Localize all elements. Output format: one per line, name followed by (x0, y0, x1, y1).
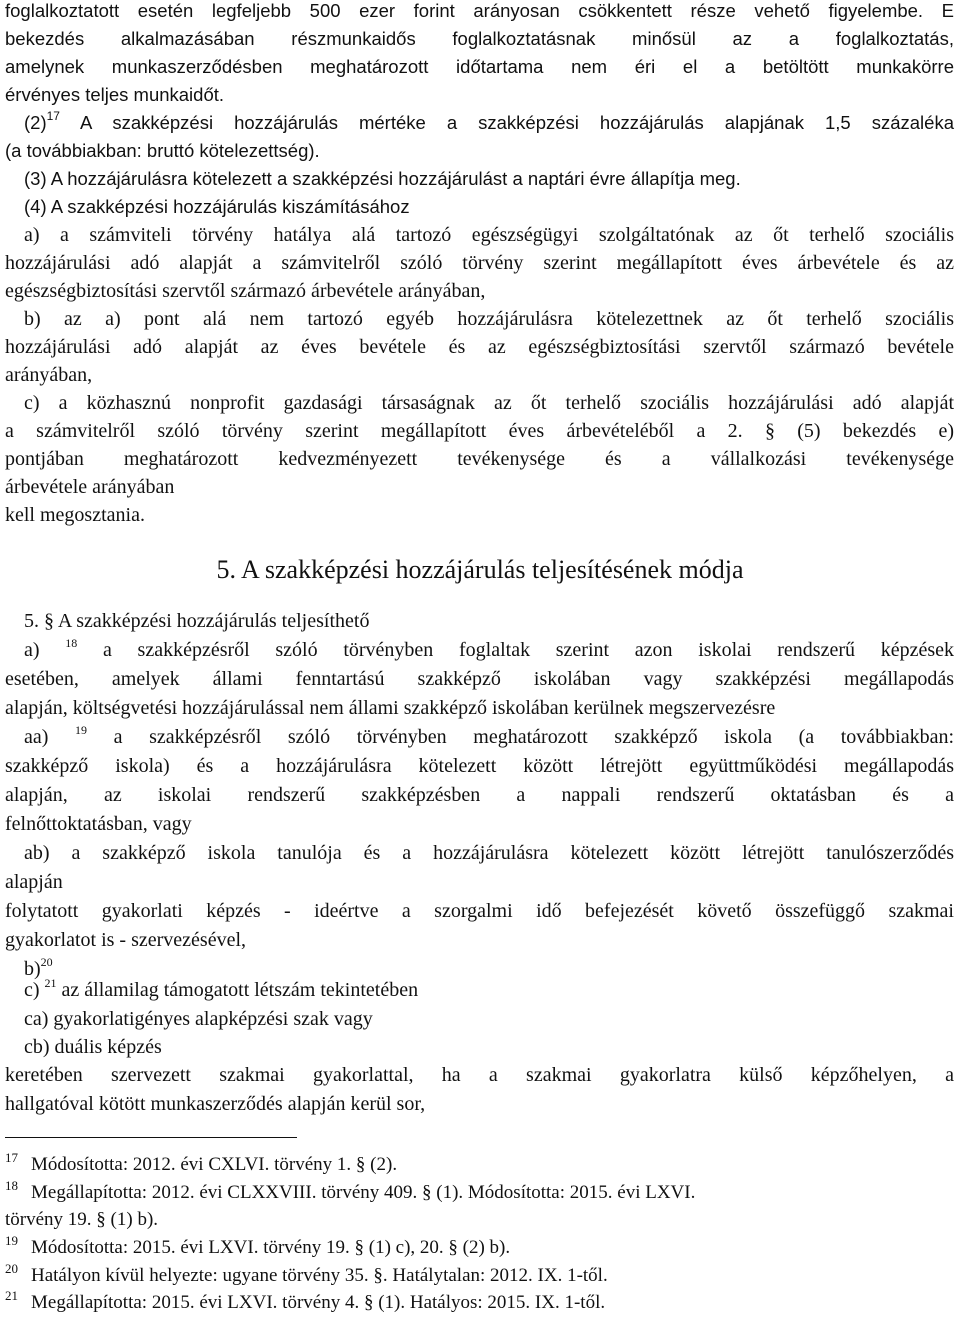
item-ca-line: ca) gyakorlatigényes alapképzési szak vagy (24, 1008, 373, 1030)
item-label: c) (24, 979, 40, 1001)
footnote-number: 18 (5, 1178, 18, 1193)
footnote-separator (5, 1137, 297, 1138)
item-label: a) (24, 639, 40, 661)
item-a-line (24, 636, 954, 664)
text-line: szakképző iskola) és a hozzájárulásra kötelezett között létrejött együttműködési megállapodás (5, 755, 954, 777)
footnote-number: 20 (5, 1261, 18, 1276)
text-line: alapján (5, 871, 63, 893)
item-text: a szakképzésről szóló törvényben meghatározott szakképző iskola (a továbbiakban: (113, 726, 955, 748)
item-aa-line (24, 723, 954, 751)
text-line: felnőttoktatásban, vagy (5, 813, 192, 835)
footnote (5, 1290, 954, 1316)
footnote-number: 17 (5, 1150, 18, 1165)
footnote-ref-18[interactable]: 18 (65, 636, 78, 650)
text-line: bekezdés alkalmazásában részmunkaidős foglalkoztatásnak minősül az a foglalkoztatás, (5, 28, 954, 49)
paragraph-text: A szakképzési hozzájárulás mértéke a szakképzési hozzájárulás alapjának 1,5 százaléka (79, 112, 954, 133)
footnote (5, 1152, 954, 1178)
section-heading: 5. A szakképzési hozzájárulás teljesítésének módja (216, 555, 744, 584)
text-line: kell megosztania. (5, 504, 145, 526)
text-line: pontjában meghatározott kedvezményezett tevékenysége és a vállalkozási tevékenysége (5, 448, 954, 470)
item-text: az államilag támogatott létszám tekintetében (61, 979, 419, 1001)
footnote-text: Hatályon kívül helyezte: ugyane törvény 35. §. Hatálytalan: 2012. IX. 1-től. (31, 1265, 608, 1286)
text-line: esetében, amelyek állami fenntartású szakképző iskolában vagy szakképzési megállapodás (5, 668, 954, 690)
text-line: egészségbiztosítási szervtől származó árbevétele arányában, (5, 280, 486, 302)
footnote (5, 1235, 954, 1261)
paragraph-number: (2) (24, 112, 47, 133)
item-cb-line: cb) duális képzés (24, 1036, 162, 1058)
text-line: gyakorlatot is - szervezésével, (5, 929, 247, 951)
text-line: keretében szervezett szakmai gyakorlattal, ha a szakmai gyakorlatra külső képzőhelyen, a (5, 1064, 954, 1086)
paragraph-4-line: (4) A szakképzési hozzájárulás kiszámításához (24, 196, 410, 217)
item-label: aa) (24, 726, 49, 748)
text-line: alapján, az iskolai rendszerű szakképzésben a nappali rendszerű oktatásban és a (5, 784, 954, 806)
footnote-ref-21[interactable]: 21 (44, 976, 57, 990)
item-ab-line: ab) a szakképző iskola tanulója és a hozzájárulásra kötelezett között létrejött tanulószerződés (24, 842, 954, 864)
text-line: alapján, költségvetési hozzájárulással nem állami szakképző iskolában kerülnek megszervezésre (5, 697, 776, 719)
text-line: amelynek munkaszerződésben meghatározott időtartama nem éri el a betöltött munkakörre (5, 56, 954, 77)
item-c-line: c) a közhasznú nonprofit gazdasági társaságnak az őt terhelő szociális hozzájárulási adó alapját (24, 392, 954, 414)
footnote-ref-17[interactable]: 17 (46, 109, 60, 123)
text-line: hallgatóval kötött munkaszerződés alapján kerül sor, (5, 1093, 426, 1115)
footnote (5, 1180, 954, 1206)
item-label: b) (24, 958, 41, 980)
section-5-line: 5. § A szakképzési hozzájárulás teljesíthető (24, 610, 370, 632)
footnote-text: Megállapította: 2012. évi CLXXVIII. törvény 409. § (1). Módosította: 2015. évi LXVI. (31, 1182, 696, 1203)
footnote-text: Módosította: 2015. évi LXVI. törvény 19. § (1) c), 20. § (2) b). (31, 1237, 511, 1258)
footnote-ref-19[interactable]: 19 (75, 723, 88, 737)
item-c-line (24, 976, 954, 1004)
item-a-line: a) a számviteli törvény hatálya alá tartozó egészségügyi szolgáltatónak az őt terhelő szociális (24, 224, 954, 246)
footnote-text: Megállapította: 2015. évi LXVI. törvény 4. § (1). Hatályos: 2015. IX. 1-től. (31, 1292, 606, 1313)
footnote-text: Módosította: 2012. évi CXLVI. törvény 1. § (2). (31, 1154, 398, 1175)
text-line: hozzájárulási adó alapját az éves bevétele és az egészségbiztosítási szervtől származó bevétele (5, 336, 954, 358)
text-line: (a továbbiakban: bruttó kötelezettség). (5, 140, 320, 161)
item-text: a szakképzésről szóló törvényben foglaltak szerint azon iskolai rendszerű képzések (102, 639, 954, 661)
text-line: érvényes teljes munkaidőt. (5, 84, 225, 105)
text-line: a számvitelről szóló törvény szerint megállapított éves árbevételéből a 2. § (5) bekezdés e) (5, 420, 954, 442)
text-line: árbevétele arányában (5, 476, 175, 498)
footnote-number: 21 (5, 1288, 18, 1303)
footnote-ref-20[interactable]: 20 (40, 955, 53, 969)
item-b-line: b) az a) pont alá nem tartozó egyéb hozzájárulásra kötelezettnek az őt terhelő szociális (24, 308, 954, 330)
paragraph-2-line (24, 109, 954, 137)
footnote (5, 1263, 954, 1289)
footnote-continuation: törvény 19. § (1) b). (5, 1209, 159, 1230)
text-line: foglalkoztatott esetén legfeljebb 500 ezer forint arányosan csökkentett része vehető figyelembe. E (5, 0, 954, 21)
paragraph-3-line: (3) A hozzájárulásra kötelezett a szakképzési hozzájárulást a naptári évre állapítja meg. (24, 168, 741, 189)
text-line: folytatott gyakorlati képzés - ideértve a szorgalmi idő befejezését követő összefüggő szakmai (5, 900, 954, 922)
footnote-number: 19 (5, 1233, 18, 1248)
text-line: hozzájárulási adó alapját a számvitelről szóló törvény szerint megállapított éves árbevétele és az (5, 252, 954, 274)
text-line: arányában, (5, 364, 93, 386)
